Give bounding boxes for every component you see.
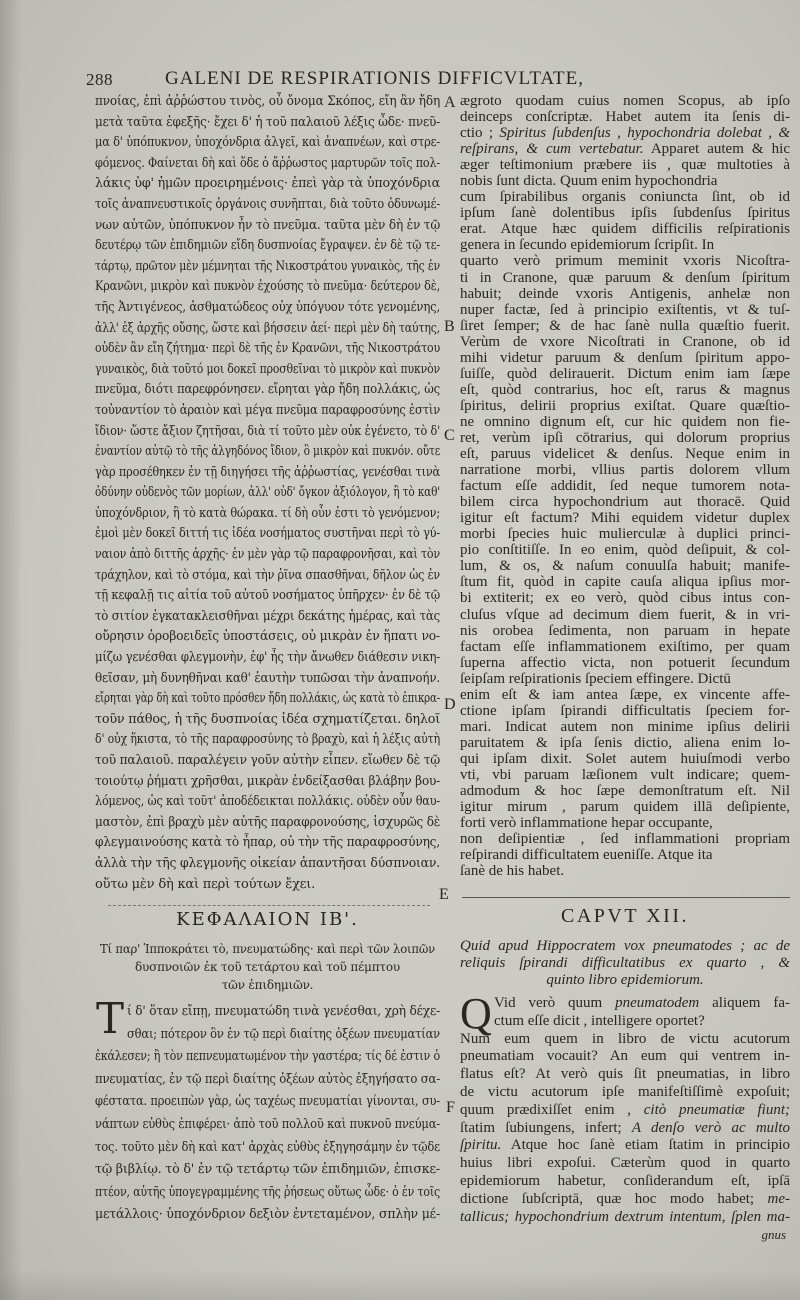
greek-text-line: ί δ' ὅταν εἴπῃ, πνευματώδη τινὰ γενέσθαι, χρὴ δέχε- [127, 1004, 440, 1019]
greek-text-line: τῆς Ἀντιγένεος, ἀσθματώδεος οὐχ ὑπόγυον τότε γενομένης, [95, 299, 440, 315]
italic-phrase: A denſo verò ac multo [631, 1119, 790, 1136]
greek-text-line: τος. τοῦτο μὲν δὴ καὶ κατ' ἀρχὰς εὐθὺς ἐξηγησάμην ἐν τῷδε [95, 1139, 440, 1155]
greek-subtitle-line: Τί παρ' Ἱπποκράτει τὸ, πνευματώδης· καὶ περὶ τῶν λοιπῶν [100, 942, 435, 956]
margin-letter-f: F [446, 1099, 455, 1116]
latin-text-line: ſpiritus, delirii proprius exiſtat. Quare quæſtio- [460, 397, 790, 414]
latin-text-line: ſanè de his habet. [460, 863, 565, 880]
greek-text-line: πνοίας, ἐπὶ ἀῤῥώστου τινὸς, οὗ ὄνομα Σκόπος, εἴη ἂν ἤδη [95, 94, 440, 109]
latin-text-line: admodum & hoc ſæpe demonſtratum eſt. Nil [460, 783, 790, 800]
latin-text-line: ſtatim ſubiungens, infert; A denſo verò ac multo [460, 1119, 790, 1136]
latin-text-line: factam eſſe inflammationem exiſtimo, per quam [460, 638, 790, 655]
greek-text-line: νων αὐτῶν, ὑπόπυκνον ἦν τὸ πνεῦμα. ταῦτα μὲν δὴ ἐν τῷ [95, 217, 440, 233]
margin-letter-b: B [444, 318, 455, 335]
greek-text-line: τοιούτῳ ῥήματι χρῆσθαι, μικρὰν ἐνδείξασθαι βλάβην βου- [95, 773, 440, 789]
greek-text-line: τοῖς ἀναπνευστικοῖς ὀργάνοις συνῆπται, διὰ τοῦτο ὀδυνωμέ- [95, 196, 440, 212]
page-number: 288 [86, 70, 113, 89]
greek-text-line: μετάλλοις· ὑποχόνδριον δεξιὸν ἐντεταμένον, σπλὴν μέ- [95, 1207, 440, 1223]
latin-text-line: igitur eſt factum? Mihi equidem videtur duplex [460, 510, 790, 527]
latin-text-line: morbi ſpecies huic mulierculæ à duplici princi- [460, 526, 790, 543]
latin-text-line: pio conſtitiſſe. In eo enim, quòd deſipuit, & col- [460, 542, 790, 559]
greek-subtitle-line: τῶν ἐπιδημιῶν. [221, 978, 314, 992]
greek-text-line: ὑποχόνδριον, ἢ τὸ κατὰ θώρακα. τί δὴ οὖν ἐστι τὸ γενόμενον; [95, 505, 440, 521]
greek-subtitle-line: δυσπνοιῶν ἐκ τοῦ τετάρτου καὶ τοῦ πέμπτου [135, 960, 400, 974]
latin-text-line [460, 1209, 790, 1227]
greek-text-line: τάρτῳ, πρῶτον μὲν μέμνηται τῆς Νικοστράτου γυναικὸς, τῆς ἐν [95, 258, 440, 274]
italic-phrase: reſpirans, & cum vertebatur. [460, 141, 644, 158]
margin-letter-e: E [439, 886, 449, 903]
latin-text-line: qui ipſam dixit. Solet autem huiuſmodi verbo [460, 750, 790, 767]
greek-text-line: λάκις ὑφ' ἡμῶν προειρημένοις· ἐπεὶ γὰρ τὰ ὑποχόνδρια [95, 176, 440, 192]
running-title: GALENI DE RESPIRATIONIS DIFFICVLTATE, [165, 68, 585, 89]
latin-text-line: vti, vbi paruam læſionem vult indicare; quem- [460, 766, 790, 783]
greek-text-line: μίζω γενέσθαι φλεγμονὴν, ἐφ' ἧς τὴν ἄνωθεν διάθεσιν νικη- [95, 650, 440, 666]
latin-text-line: non deſipientiæ , ſed inflammationi propriam [460, 831, 790, 848]
latin-text-line: deinceps conſcriptæ. Habet autem ita ſenis di- [460, 109, 790, 126]
latin-text-line: pneumatiam vocauit? An eum qui ventrem in- [460, 1048, 790, 1065]
latin-text-line: ret, verùm ipſi cōtrarius, qui dolorum proprius [460, 429, 790, 446]
greek-text-line: πνεῦμα, διότι παρεφρόνησεν. εἴρηται γὰρ ἤδη πολλάκις, ὡς [95, 382, 440, 398]
catchword: gnus [761, 1227, 786, 1242]
latin-text-line: ti in Cranone, quæ paruum & denſum ſpiritum [460, 269, 790, 286]
latin-text-line: ſuperna affectio victa, non potuerit ſecundum [460, 654, 790, 671]
greek-drop-cap: Τ [96, 994, 125, 1043]
latin-text-line: ſuiſſe, quòd delirauerit. Dictum enim iam ſæpe [460, 365, 790, 382]
latin-text-line: ſiret ſemper; & de hac ſanè nulla quæſtio fuerit. [460, 317, 790, 334]
greek-text-line: φέστατα. προειπὼν γὰρ, ὡς ταχέως πνευματίαι γίνονται, συ- [95, 1094, 440, 1110]
italic-phrase: citò pneumatiæ fiunt; [643, 1101, 790, 1118]
latin-text-line: Verùm de vxore Nicoſtrati in Cranone, ob id [460, 333, 790, 350]
greek-text-line: θεῖσαν, μὴ δυνηθῆναι καθ' ἑαυτὴν τυπῶσαι τὴν ἀναπνοήν. [95, 670, 440, 686]
latin-text-line: nuper factæ, ſed à principio exiſtentis, vt & tuſ- [460, 301, 790, 318]
latin-text-line: de victu acutorum ipſe manifeſtiſſimè expoſuit; [460, 1083, 790, 1100]
greek-text-line: τῇ κεφαλῇ τις αἰτία τοῦ αὐτοῦ νοσήματος ὑπῆρχεν· ἐν δὲ τῷ [95, 588, 440, 604]
latin-text-line: quarto verò primum meminit vxoris Nicoſtra- [460, 253, 790, 270]
greek-text-line: ἴδιον· ὥστε ἄξιον ζητῆσαι, διὰ τί τοῦτο μὲν οὐκ ἐγένετο, τὸ δ' [95, 423, 440, 439]
latin-text-line: lum, & os, & naſum conuulſa habuit; manife- [460, 558, 790, 575]
latin-text-line: reſpirans, & cum vertebatur. Apparet autem & hic [460, 141, 790, 158]
greek-text-line: τοῦν πάθος, ἡ τῆς δυσπνοίας ἰδέα σχηματίζεται. δηλοῖ [95, 711, 440, 727]
latin-section-rule [462, 897, 790, 898]
latin-subtitle-line: quinto libro epidemiorum. [546, 972, 704, 988]
greek-text-line: οὐδὲν ἂν εἴη ζήτημα· περὶ δὲ τῆς ἐν Κρανῶνι, τῆς Νικοστράτου [95, 341, 440, 357]
italic-phrase: tallicus; hypochondrium dextrum intentum, ſplen ma- [460, 1208, 790, 1225]
latin-text-line: huius libri expoſui. Cæterùm quod in quarto [460, 1155, 790, 1172]
latin-text-line: ctio ; Spiritus ſubdenſus , hypochondria dolebat , & [460, 125, 790, 142]
greek-chapter-subtitle [100, 940, 435, 994]
latin-text-line: ſeipſam reſpirationis ſpeciem effingere. Dictū [460, 670, 731, 687]
italic-phrase: me- [767, 1190, 790, 1207]
latin-text-line: Vid verò quum pneumatodem aliquem fa- [494, 995, 790, 1011]
greek-text-line: τοῦ παλαιοῦ. παραλέγειν γοῦν αὐτὴν εἶπεν. εἴωθεν δὲ τῷ [95, 753, 440, 768]
greek-text-line: τράχηλον, καὶ τὸ στόμα, καὶ τὴν ῥῖνα σπασθῆναι, δῆλον ὡς ἐν [95, 567, 440, 583]
latin-text-line: mari. Indicat autem non minime ipſius delirii [460, 718, 790, 735]
latin-text-line: genera in ſecundo epidemiorum ſcripſit. In [460, 237, 715, 254]
greek-text-line: ἐκάλεσεν; ἢ τὸν πεπνευματωμένον τὴν γαστέρα; τίς δέ ἐστιν ὁ [95, 1049, 440, 1065]
greek-text-line: ὀδύνην οὐδενὸς τῶν μορίων, ἀλλ' οὐδ' ὄγκον ἀξιόλογον, ἢ τὸ καθ' [95, 485, 440, 501]
latin-text-line: quum prædixiſſet enim , citò pneumatiæ fiunt; [460, 1101, 790, 1118]
greek-text-line: φλεγμαινούσης κατὰ τὸ ἧπαρ, οὐ τὴν τῆς παραφροσύνης, [95, 835, 440, 851]
margin-letter-d: D [444, 696, 456, 713]
greek-text-line: ναιον ἀπὸ διττῆς ἀρχῆς· ἐν μὲν γὰρ τῷ παραφρονῆσαι, καὶ τὸν [95, 547, 440, 563]
latin-text-line: eſt, paruus videlicet & denſus. Neque enim in [460, 446, 790, 463]
greek-text-line: φόμενος. Φαίνεται δὴ καὶ ὅδε ὁ ἄῤῥωστος μαρτυρῶν τοῖς πολ- [95, 155, 440, 171]
latin-chapter-text [460, 995, 790, 1226]
latin-subtitle-line: Quid apud Hippocratem vox pneumatodes ; ac de [460, 938, 790, 954]
latin-text-line: cluſus vſque ad decimum diem fuerit, & in vri- [460, 606, 790, 623]
latin-drop-cap: Q [460, 989, 492, 1038]
latin-text-line: ſtum fit, quòd in capite cauſa aliqua ipſius mor- [460, 574, 790, 591]
margin-letter-a: A [444, 94, 456, 111]
greek-text-line: μετὰ ταῦτα ἐφεξῆς· ἔχει δ' ἡ τοῦ παλαιοῦ λέξις ὧδε· πνεῦ- [95, 114, 440, 130]
latin-chapter-subtitle [460, 938, 790, 989]
greek-text-line: πνευματίας, ἐν τῷ περὶ διαίτης ὀξέων αὐτὸς ἐξηγήσατο σα- [95, 1071, 440, 1087]
greek-text-line: σθαι; πότερον ὃν ἐν τῷ περὶ διαίτης ὀξέων πνευματίαν [127, 1026, 440, 1042]
latin-text-line: ipſum ſanè dolentibus ipſis ſubdenſus ſpiritus [460, 205, 790, 222]
greek-text-line: δευτέρῳ τῶν ἐπιδημιῶν εἴδη δυσπνοίας ἔγραψεν. ἐν δὲ τῷ τε- [95, 238, 440, 254]
greek-text-line: πτέον, αὐτῆς ὑπογεγραμμένης τῆς ῥήσεως οὕτως ὧδε· ὁ ἐν τοῖς [95, 1184, 440, 1200]
latin-text-line: ctione ipſam ſpirandi difficultatis ſpeciem for- [460, 702, 790, 719]
latin-text-line: bilem circa hypochondrium aut thoracē. Quid [460, 494, 790, 511]
margin-letter-c: C [444, 427, 455, 444]
greek-text-line: μα δ' ὑπόπυκνον, ὑποχόνδρια ἀλγεῖ, καὶ ἀναπνέων, καὶ στρε- [95, 135, 440, 151]
greek-text-line: νάπτων εὐθὺς ἐπιφέρει· ἀπὸ τοῦ πολλοῦ καὶ πυκνοῦ πνεύμα- [95, 1116, 440, 1132]
greek-text-line: δ' οὐχ ἥκιστα, τὸ τῆς παραφροσύνης τὸ βραχὺ, καὶ ἡ λέξις αὐτὴ [95, 732, 440, 748]
latin-text-line: mihi videtur paruum & denſum ſpiritum appo- [460, 349, 790, 366]
greek-text-line: ἀλλὰ τὴν τῆς φλεγμονῆς οἰκείαν ἀπαντῆσαι δύσπνοιαν. [95, 855, 440, 871]
greek-text-line: γὰρ προσέθηκεν ἐν τῇ διηγήσει τῆς ἀῤῥωστίας, γενέσθαι τινὰ [95, 464, 440, 480]
latin-text-line: Num eum quem in libro de victu acutorum [460, 1030, 790, 1047]
greek-text-line: οὕτω μὲν δὴ καὶ περὶ τούτων ἔχει. [95, 876, 316, 892]
greek-text-line: ἐναντίον αὐτῷ τὸ τῆς ἀλγηδόνος ἴδιον, ὃ μικρὸν καὶ πυκνόν. οὔτε [95, 444, 440, 460]
latin-text-line: ſpiritu. Atque hoc ſanè etiam ſtatim in principio [460, 1137, 790, 1154]
greek-text-line: οὔρησιν ὀροβοειδεῖς ὑποστάσεις, οὐ μικρὰν ἐν ἥπατι νο- [95, 629, 440, 645]
latin-text-line: dictione ſubſcriptā, quæ hoc modo habet; me- [460, 1190, 790, 1207]
latin-column-text [460, 93, 790, 879]
greek-text-line: ἐμοὶ μὲν δοκεῖ διττή τις ἰδέα νοσήματος συστῆναι περὶ τὸ γύ- [95, 526, 440, 542]
italic-phrase: Spiritus ſubdenſus , hypochondria dolebat , & [499, 125, 790, 142]
greek-text-line: μαστὸν, ἐπὶ βραχὺ μὲν αὐτῆς παραφρονούσης, ἰσχυρῶς δὲ [95, 814, 440, 830]
latin-text-line: igitur mirum , parum quidem illā deſipiente, [460, 799, 790, 816]
latin-text-line: nobis ſunt dicta. Quum enim hypochondria [460, 173, 718, 190]
greek-column-text [95, 92, 440, 895]
latin-text-line: forti verò inflammatione hepar occupante, [460, 815, 713, 832]
greek-text-line: τῷ βιβλίῳ. τὸ δ' ἐν τῷ τετάρτῳ τῶν ἐπιδημιῶν, ἐπισκε- [95, 1162, 440, 1178]
latin-text-line: æger teſtimonium præbere iis , quæ multoties à [460, 157, 790, 174]
latin-text-line: bi extiterit; ex eo verò, quòd cibus intus con- [460, 590, 790, 607]
latin-text-line: flatus eſt? At verò quis ſit pneumatias, in libro [460, 1066, 790, 1083]
latin-text-line: narratione morbi, vllius partis dolorem vllum [460, 462, 790, 479]
greek-chapter-heading: ΚΕΦΑΛΑΙΟΝ ΙΒ'. [176, 909, 359, 930]
latin-text-line: habuit; deinde vxoris Antigenis, anhelæ non [460, 285, 790, 302]
latin-text-line: ægroto quodam cuius nomen Scopus, ab ipſo [460, 93, 790, 109]
latin-text-line: eſt, quòd contrarius, hoc eſt, rarus & magnus [460, 381, 790, 398]
greek-text-line: τοὐναντίον τὸ ἀραιὸν καὶ μέγα πνεῦμα παραφροσύνης ἐστὶν [95, 402, 440, 418]
latin-text-line: reſpirandi difficultatem eueniſſe. Atque ita [460, 847, 713, 864]
latin-text-line: epidemiorum habetur, conſiderandum eſt, ipſā [460, 1172, 790, 1189]
greek-text-line: εἴρηται γὰρ δὴ καὶ τοῦτο πρόσθεν ἤδη πολλάκις, ὡς κατὰ τὸ ἐπικρα- [95, 691, 440, 707]
latin-subtitle-line: reliquis ſpirandi difficultatibus ex quarto , & [460, 955, 790, 971]
italic-phrase: pneumatodem [615, 995, 700, 1011]
latin-text-line: erat. Atque hæc quidem difficilis reſpirationis [460, 221, 790, 238]
latin-text-line: enim eſt & iam antea ſæpe, ex vincente affe- [460, 686, 790, 703]
greek-text-line: ἀλλ' ἐξ ἀρχῆς οὔσης, ὥστε καὶ βήσσειν ἀεί· περὶ μὲν δὴ ταύτης, [95, 320, 440, 336]
latin-chapter-heading: CAPVT XII. [561, 905, 689, 927]
italic-phrase: ſpiritu. [460, 1137, 502, 1154]
latin-text-line: factum eſſe addidit, ſed neque tumorem nota- [460, 478, 790, 495]
latin-text-line: ctum eſſe dicit , intelligere oportet? [494, 1012, 705, 1029]
latin-text-line: ne omnino dignum eſt, cur hic quidem non fie- [460, 413, 790, 430]
greek-chapter-text [95, 1001, 440, 1227]
latin-text-line: cum ſpirabilibus organis coniuncta ſint, ob id [460, 189, 790, 206]
greek-text-line: λόμενος, ὡς καὶ τοῦτ' ἀποδέδεικται πολλάκις. οὐδὲν οὖν θαυ- [95, 794, 440, 810]
greek-section-rule [108, 905, 430, 906]
latin-text-line: paruitatem & ipſa ſenis dictio, aliena enim lo- [460, 734, 790, 751]
greek-text-line: Κρανῶνι, μικρὸν καὶ πυκνὸν ἐχούσης τὸ πνεῦμα· δεύτερον δὲ, [95, 279, 440, 295]
greek-text-line: γυναικὸς, διὰ τοῦτό μοι δοκεῖ προσθεῖναι τὸ μικρὸν καὶ πυκνὸν [95, 361, 440, 377]
greek-text-line: τὸ σιτίον ἐγκατακλεισθῆναι μέχρι δεκάτης ἡμέρας, καὶ τὰς [95, 608, 440, 624]
latin-text-line: nis orobea ſedimenta, non paruam in hepate [460, 622, 790, 639]
